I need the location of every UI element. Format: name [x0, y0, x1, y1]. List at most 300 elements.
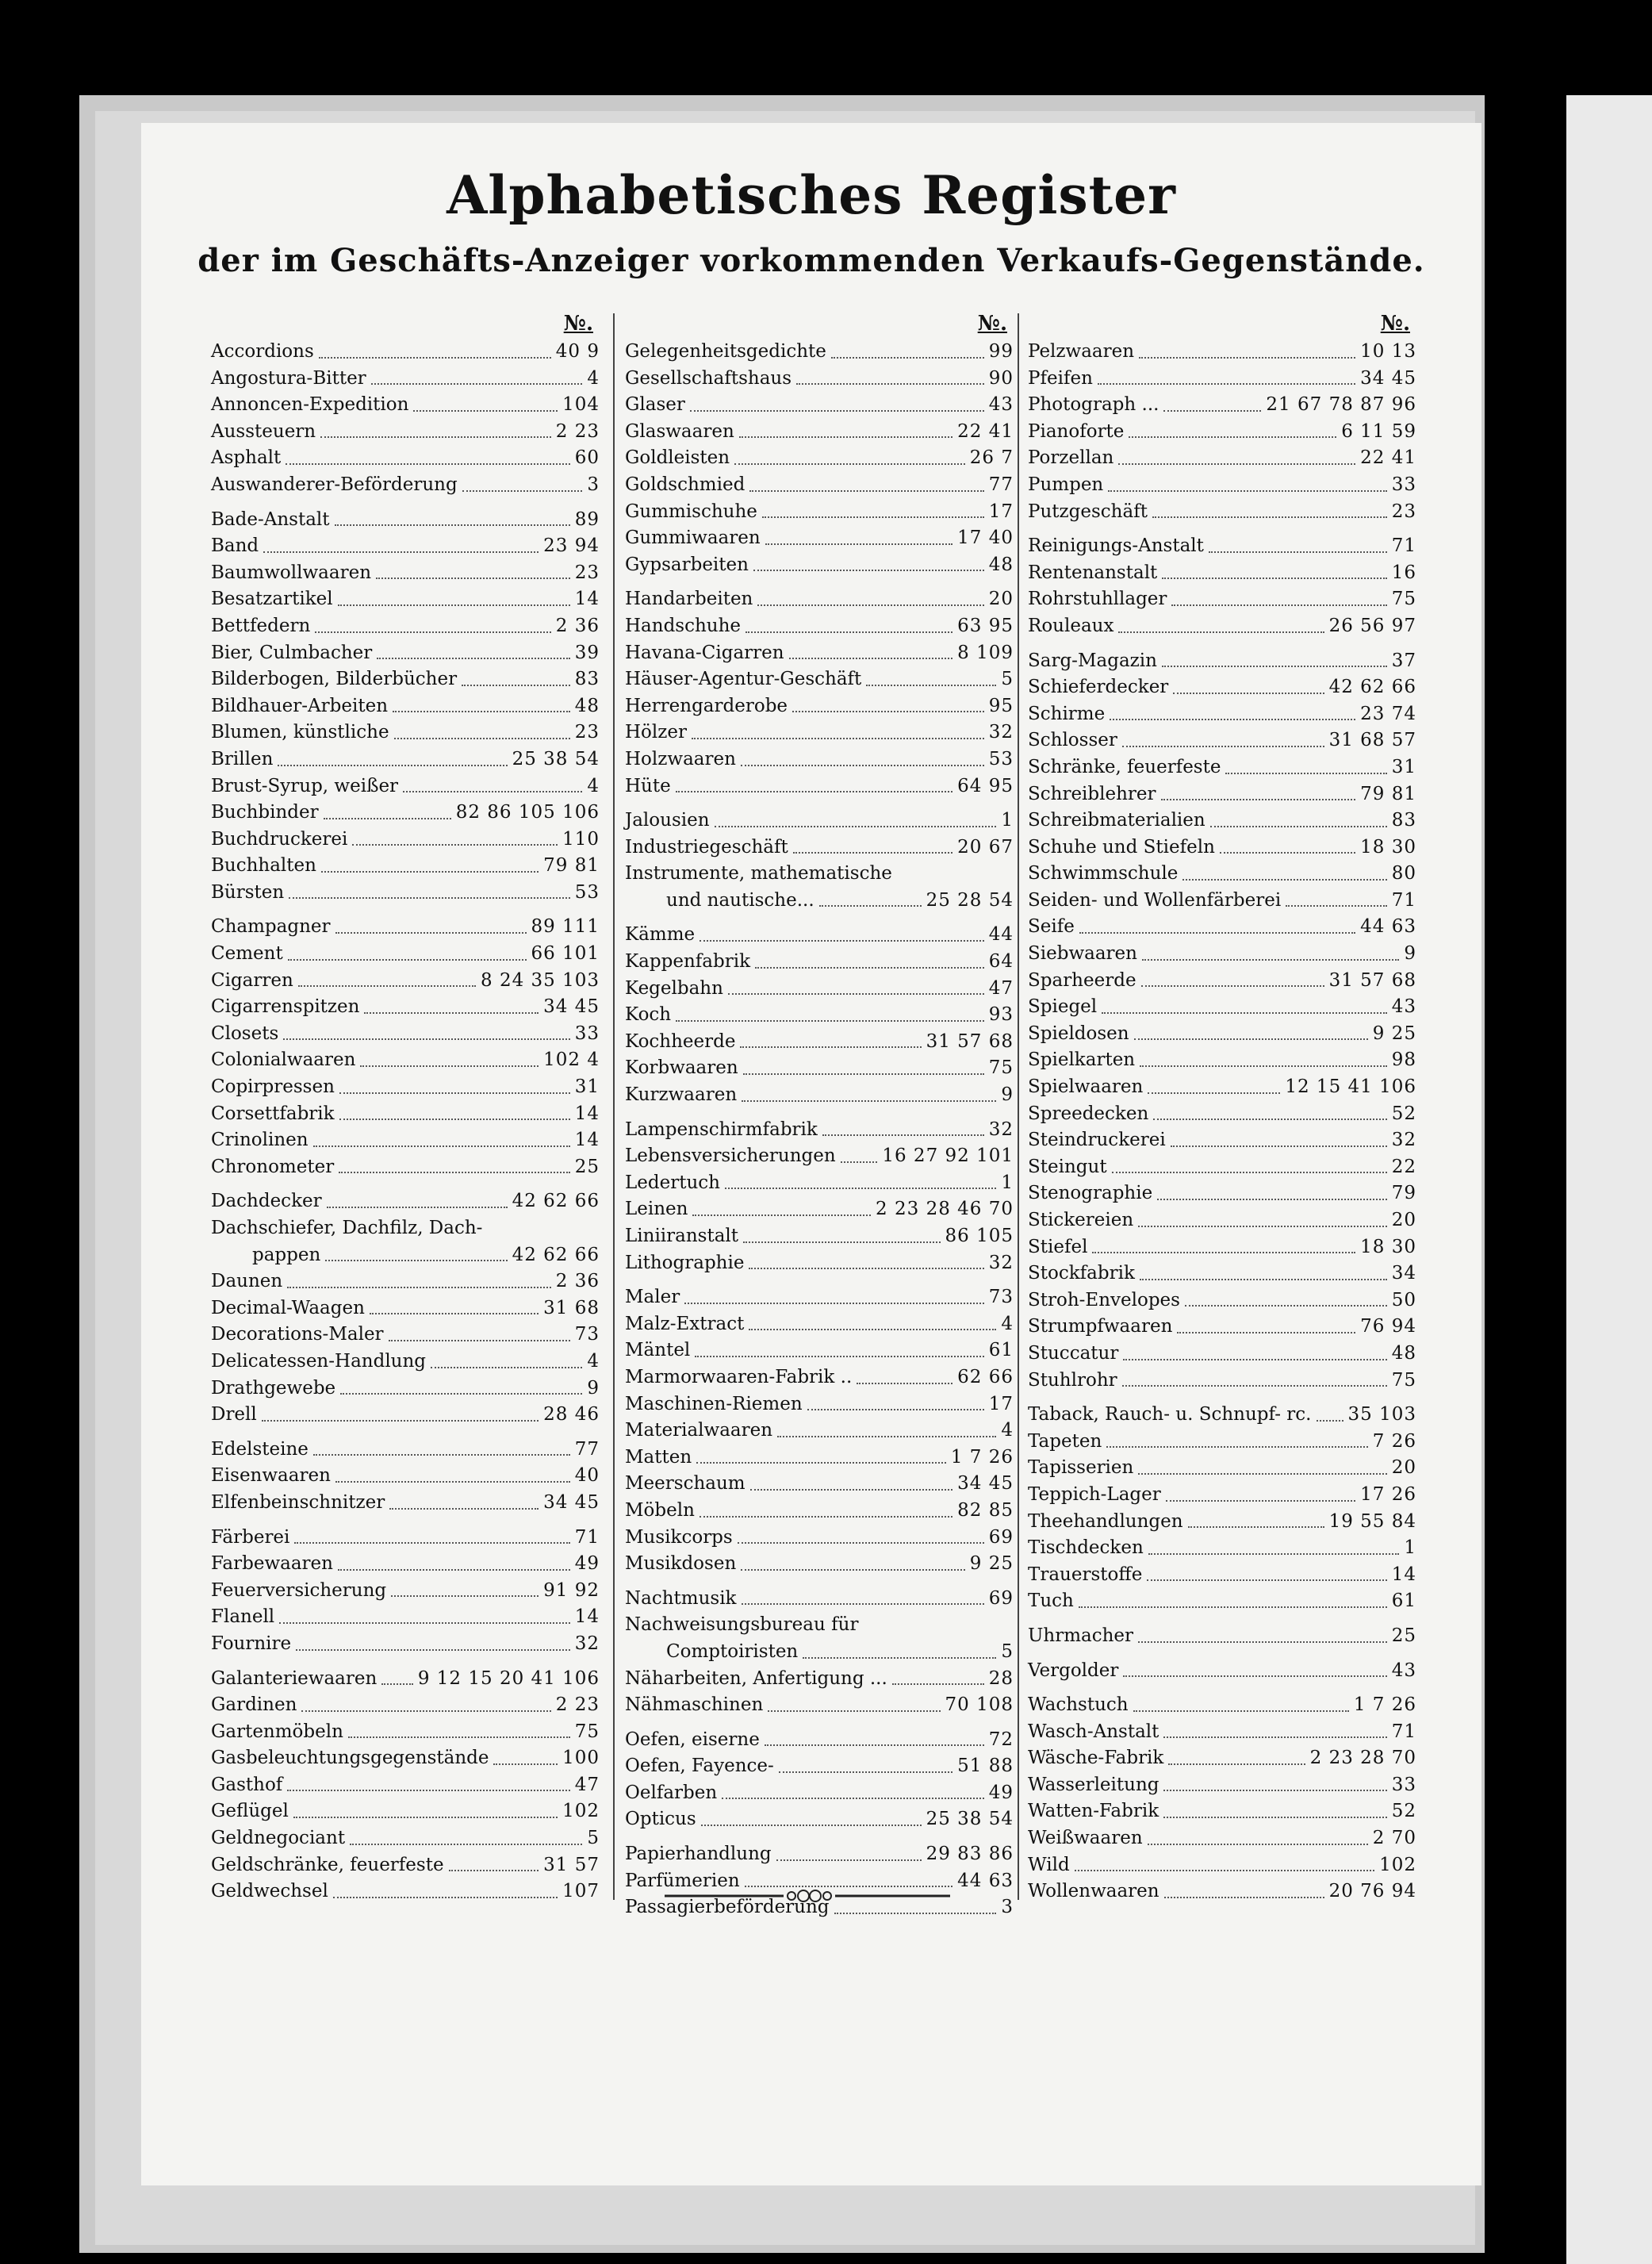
entry-label: Feuerversicherung — [211, 1579, 387, 1601]
register-entry — [1028, 808, 1416, 835]
dot-leader — [338, 1569, 570, 1571]
entry-label: Aussteuern — [211, 420, 316, 442]
entry-label: Oelfarben — [625, 1782, 718, 1803]
entry-numbers: 31 57 68 — [1328, 969, 1416, 991]
dot-leader — [393, 711, 570, 712]
dot-leader — [263, 551, 539, 553]
register-entry — [625, 1806, 1014, 1833]
register-entry — [211, 1101, 600, 1128]
entry-label: Tuch — [1028, 1591, 1074, 1612]
dot-leader — [278, 765, 507, 766]
dot-leader — [701, 1825, 922, 1826]
entry-numbers: 42 62 66 — [1328, 677, 1416, 698]
entry-label: Decimal-Waagen — [211, 1297, 365, 1318]
dot-leader — [746, 631, 952, 633]
dot-leader — [1163, 1736, 1386, 1738]
entry-label: Buchdruckerei — [211, 828, 348, 850]
register-entry — [625, 949, 1014, 976]
entry-numbers: 25 38 54 — [512, 748, 600, 769]
entry-numbers: 6 11 59 — [1341, 420, 1416, 442]
register-entry — [211, 339, 600, 366]
entry-label: Häuser-Agentur-Geschäft — [625, 669, 862, 690]
entry-numbers: 23 94 — [543, 535, 600, 557]
register-entry — [1028, 533, 1416, 560]
entry-numbers: 82 86 105 106 — [455, 802, 600, 823]
dot-leader — [1182, 879, 1386, 881]
entry-label: Geldschränke, feuerfeste — [211, 1854, 444, 1875]
register-entry — [1028, 754, 1416, 781]
entry-numbers: 20 76 94 — [1328, 1881, 1416, 1902]
entry-numbers: 61 — [1391, 1591, 1416, 1612]
register-entry — [211, 640, 600, 667]
entry-numbers: 79 — [1391, 1183, 1416, 1204]
entry-label: Meerschaum — [625, 1473, 746, 1495]
register-entry — [1028, 861, 1416, 888]
entry-numbers: 75 — [574, 1721, 600, 1742]
entry-numbers: 79 81 — [1360, 783, 1416, 804]
entry-numbers: 73 — [574, 1324, 600, 1345]
entry-numbers: 69 — [988, 1587, 1014, 1609]
entry-numbers: 75 — [988, 1057, 1014, 1079]
entry-label: Reinigungs-Anstalt — [1028, 535, 1204, 557]
dot-leader — [1138, 1226, 1387, 1227]
register-entry — [211, 880, 600, 907]
entry-label: Marmorwaaren-Fabrik .. — [625, 1366, 853, 1387]
dot-leader — [1106, 1446, 1368, 1448]
entry-numbers: 107 — [562, 1881, 600, 1902]
entry-numbers: 4 — [587, 367, 600, 389]
dot-leader — [340, 1393, 582, 1395]
entry-label: Buchhalten — [211, 855, 316, 877]
dot-leader — [1142, 959, 1399, 961]
entry-numbers: 3 — [587, 474, 600, 495]
entry-label: Sarg-Magazin — [1028, 650, 1157, 671]
dot-leader — [734, 463, 965, 465]
register-entry — [211, 1666, 600, 1693]
register-entry — [625, 976, 1014, 1003]
entry-label: Bettfedern — [211, 615, 311, 636]
register-entry — [211, 1074, 600, 1101]
entry-label: Lebensversicherungen — [625, 1145, 836, 1167]
dot-leader — [360, 1065, 539, 1067]
register-entry — [625, 1337, 1014, 1364]
register-entry — [1028, 1314, 1416, 1341]
dot-leader — [1286, 905, 1387, 907]
dot-leader — [741, 765, 984, 766]
entry-label: Steindruckerei — [1028, 1130, 1166, 1151]
entry-numbers: 31 68 57 — [1328, 730, 1416, 751]
dot-leader — [762, 516, 984, 518]
entry-numbers: 39 — [574, 642, 600, 663]
entry-label: Bade-Anstalt — [211, 508, 330, 530]
entry-label: Cigarrenspitzen — [211, 996, 360, 1018]
dot-leader — [807, 1409, 984, 1410]
entry-numbers: 102 — [1379, 1854, 1416, 1875]
register-entry — [1028, 1047, 1416, 1074]
entry-label: Schuhe und Stiefeln — [1028, 836, 1215, 858]
dot-leader — [715, 826, 997, 827]
register-entry — [1028, 968, 1416, 995]
entry-list — [1028, 339, 1416, 1905]
entry-label: Malz-Extract — [625, 1313, 745, 1334]
dot-leader — [749, 1268, 983, 1269]
entry-label: Cement — [211, 943, 283, 965]
register-entry — [1028, 1535, 1416, 1562]
entry-label: Spreedecken — [1028, 1103, 1149, 1124]
register-entry — [211, 1772, 600, 1799]
register-entry — [1028, 1588, 1416, 1615]
entry-label: Gasthof — [211, 1774, 283, 1795]
entry-label: Wasch-Anstalt — [1028, 1721, 1159, 1742]
register-entry — [211, 1349, 600, 1376]
entry-label: Tischdecken — [1028, 1537, 1144, 1559]
register-entry — [211, 800, 600, 827]
dot-leader — [765, 1744, 984, 1746]
entry-numbers: 18 30 — [1360, 1236, 1416, 1257]
register-entry — [625, 773, 1014, 800]
dot-leader — [325, 1260, 507, 1261]
entry-numbers: 62 66 — [957, 1366, 1014, 1387]
entry-label: Färberei — [211, 1526, 290, 1548]
entry-numbers: 23 74 — [1360, 703, 1416, 724]
register-entry — [625, 1639, 1014, 1666]
entry-numbers: 60 — [574, 447, 600, 469]
entry-label: Fournire — [211, 1633, 292, 1654]
dot-leader — [834, 1913, 997, 1914]
entry-numbers: 93 — [988, 1004, 1014, 1026]
register-entry — [211, 392, 600, 419]
entry-label: Materialwaaren — [625, 1420, 773, 1441]
dot-leader — [288, 959, 527, 961]
dot-leader — [1163, 1790, 1386, 1791]
register-entry — [1028, 1127, 1416, 1154]
dot-leader — [1110, 719, 1355, 720]
dot-leader — [1139, 357, 1355, 359]
entry-numbers: 31 57 — [543, 1854, 600, 1875]
entry-numbers: 7 26 — [1372, 1430, 1416, 1452]
dot-leader — [1188, 1526, 1324, 1528]
entry-numbers: 75 — [1391, 1369, 1416, 1391]
dot-leader — [315, 631, 551, 633]
register-entry — [625, 1117, 1014, 1144]
register-entry — [625, 1223, 1014, 1250]
register-entry — [1028, 1692, 1416, 1719]
entry-label: Geldwechsel — [211, 1881, 328, 1902]
entry-numbers: 14 — [574, 1103, 600, 1124]
dot-leader — [1133, 1710, 1349, 1712]
entry-numbers: 86 105 — [945, 1226, 1014, 1246]
dot-leader — [1171, 1145, 1387, 1147]
dot-leader — [1092, 1252, 1355, 1253]
dot-leader — [377, 658, 569, 659]
entry-label: Spiegel — [1028, 996, 1098, 1018]
entry-label: Musikdosen — [625, 1553, 737, 1575]
register-entry — [1028, 419, 1416, 446]
register-entry — [211, 1692, 600, 1719]
register-entry — [1028, 701, 1416, 728]
entry-numbers: 23 — [574, 562, 600, 583]
entry-label: Korbwaaren — [625, 1057, 738, 1079]
dot-leader — [700, 1516, 952, 1518]
entry-numbers: 25 38 54 — [926, 1809, 1014, 1830]
dot-leader — [1148, 1092, 1280, 1094]
entry-label: Wollenwaaren — [1028, 1881, 1159, 1902]
entry-label: Colonialwaaren — [211, 1049, 356, 1071]
register-entry — [211, 419, 600, 446]
entry-numbers: 40 9 — [555, 341, 600, 362]
dot-leader — [294, 1542, 569, 1544]
entry-label: Corsettfabrik — [211, 1103, 335, 1124]
register-column-2 — [625, 312, 1014, 1921]
entry-numbers: 64 95 — [957, 775, 1014, 796]
entry-label: Brust-Syrup, weißer — [211, 775, 399, 796]
entry-numbers: 95 — [988, 695, 1014, 716]
number-heading: №. — [563, 312, 593, 336]
dot-leader — [320, 436, 551, 438]
entry-label: Musikcorps — [625, 1526, 733, 1548]
dot-leader — [339, 1092, 570, 1094]
dot-leader — [684, 1303, 983, 1304]
entry-numbers: 31 68 — [543, 1297, 600, 1318]
dot-leader — [313, 1145, 570, 1147]
entry-label: Geldnegociant — [211, 1828, 346, 1849]
dot-leader — [1108, 490, 1386, 492]
dot-leader — [376, 578, 570, 579]
entry-label: Gasbeleuchtungsgegenstände — [211, 1748, 489, 1769]
dot-leader — [352, 844, 558, 846]
dot-leader — [676, 1020, 984, 1022]
entry-numbers: 33 — [1391, 474, 1416, 495]
dot-leader — [755, 967, 984, 969]
dot-leader — [793, 852, 952, 854]
register-entry — [211, 1376, 600, 1403]
entry-numbers: 71 — [1391, 889, 1416, 911]
dot-leader — [333, 1897, 558, 1898]
entry-numbers: 89 111 — [531, 916, 600, 938]
entry-label: Comptoiristen — [666, 1640, 799, 1662]
entry-label: Gesellschaftshaus — [625, 367, 792, 389]
register-entry — [211, 613, 600, 640]
dot-leader — [1162, 578, 1386, 579]
dot-leader — [741, 1569, 965, 1571]
register-entry — [211, 968, 600, 995]
entry-label: Kegelbahn — [625, 977, 723, 999]
entry-numbers: 102 4 — [543, 1049, 600, 1071]
entry-numbers: 1 7 26 — [1353, 1694, 1416, 1716]
register-entry — [211, 560, 600, 587]
entry-numbers: 17 — [988, 1393, 1014, 1414]
entry-label: Edelsteine — [211, 1438, 309, 1460]
entry-label: Cigarren — [211, 969, 293, 991]
register-entry — [211, 1490, 600, 1517]
entry-numbers: 110 — [562, 828, 600, 850]
entry-label: Pelzwaaren — [1028, 341, 1135, 362]
register-entry — [625, 1143, 1014, 1170]
register-entry — [211, 1322, 600, 1349]
register-entry — [211, 1021, 600, 1048]
entry-numbers: 34 45 — [543, 996, 600, 1018]
dot-leader — [279, 1622, 570, 1624]
register-entry — [625, 1284, 1014, 1311]
entry-label: Kochheerde — [625, 1030, 736, 1052]
entry-numbers: 4 — [1001, 1420, 1014, 1441]
dot-leader — [1168, 1763, 1305, 1765]
entry-label: Trauerstoffe — [1028, 1564, 1143, 1585]
register-entry — [625, 835, 1014, 861]
register-entry — [211, 746, 600, 773]
entry-label: Parfümerien — [625, 1870, 740, 1891]
register-entry — [211, 445, 600, 472]
register-entry — [211, 1242, 600, 1269]
entry-label: Flanell — [211, 1606, 275, 1628]
entry-numbers: 83 — [1391, 810, 1416, 831]
dot-leader — [1166, 1500, 1355, 1502]
entry-numbers: 104 — [562, 394, 600, 416]
register-entry — [211, 1127, 600, 1154]
entry-numbers: 70 108 — [945, 1694, 1014, 1716]
entry-numbers: 42 62 66 — [512, 1191, 600, 1212]
dot-leader — [286, 463, 569, 465]
entry-label: Gelegenheitsgedichte — [625, 341, 826, 362]
entry-numbers: 34 45 — [957, 1473, 1014, 1495]
dot-leader — [1140, 1279, 1387, 1280]
dot-leader — [750, 1489, 953, 1491]
entry-numbers: 83 — [574, 669, 600, 690]
dot-leader — [1118, 631, 1324, 633]
register-entry — [211, 1719, 600, 1746]
entry-label: Instrumente, mathematische — [625, 863, 892, 884]
dot-leader — [1134, 1038, 1368, 1040]
entry-numbers: 16 — [1391, 562, 1416, 583]
register-entry — [1028, 472, 1416, 499]
entry-label: Rohrstuhllager — [1028, 589, 1167, 610]
dot-leader — [313, 1454, 570, 1456]
register-entry — [1028, 648, 1416, 675]
dot-leader — [740, 1046, 921, 1048]
register-entry — [625, 586, 1014, 613]
entry-numbers: 14 — [574, 589, 600, 610]
dot-leader — [822, 1134, 984, 1136]
dot-leader — [449, 1870, 539, 1871]
register-entry — [211, 827, 600, 854]
entry-label: Farbewaaren — [211, 1553, 333, 1575]
register-entry — [1028, 1368, 1416, 1395]
dot-leader — [728, 993, 984, 995]
dot-leader — [335, 932, 527, 934]
entry-label: Maler — [625, 1287, 680, 1308]
dot-leader — [1164, 1897, 1324, 1898]
entry-numbers: 44 63 — [957, 1870, 1014, 1891]
dot-leader — [338, 604, 570, 606]
entry-label: Sparheerde — [1028, 969, 1136, 991]
register-entry — [1028, 1207, 1416, 1234]
entry-label: Näharbeiten, Anfertigung ... — [625, 1667, 887, 1689]
register-entry — [1028, 914, 1416, 941]
entry-numbers: 31 57 68 — [926, 1030, 1014, 1052]
register-entry — [625, 419, 1014, 446]
entry-numbers: 47 — [574, 1774, 600, 1795]
entry-numbers: 25 — [574, 1156, 600, 1177]
dot-leader — [777, 1436, 996, 1437]
dot-leader — [857, 1383, 952, 1384]
entry-numbers: 2 36 — [555, 1271, 600, 1292]
entry-label: Gypsarbeiten — [625, 554, 749, 575]
entry-numbers: 99 — [988, 341, 1014, 362]
entry-label: Closets — [211, 1023, 279, 1044]
register-entry — [211, 666, 600, 693]
entry-label: Matten — [625, 1446, 692, 1468]
entry-label: Seiden- und Wollenfärberei — [1028, 889, 1282, 911]
register-entry — [1028, 339, 1416, 366]
register-entry — [625, 1082, 1014, 1109]
register-entry — [625, 1666, 1014, 1693]
register-entry — [211, 1745, 600, 1772]
register-entry — [211, 1525, 600, 1552]
entry-numbers: 64 — [988, 951, 1014, 973]
entry-label: Papierhandlung — [625, 1844, 772, 1865]
entry-label: Stuhlrohr — [1028, 1369, 1117, 1391]
entry-numbers: 23 — [574, 722, 600, 743]
entry-label: pappen — [252, 1244, 321, 1265]
entry-label: Champagner — [211, 916, 331, 938]
entry-numbers: 73 — [988, 1287, 1014, 1308]
entry-label: Annoncen-Expedition — [211, 394, 409, 416]
entry-label: Spieldosen — [1028, 1023, 1129, 1044]
entry-label: Kurzwaaren — [625, 1084, 738, 1106]
dot-leader — [324, 818, 451, 819]
entry-label: Spielwaaren — [1028, 1076, 1144, 1098]
dot-leader — [289, 897, 570, 899]
entry-numbers: 75 — [1391, 589, 1416, 610]
entry-label: Taback, Rauch- u. Schnupf- rc. — [1028, 1404, 1312, 1426]
dot-leader — [287, 1790, 569, 1791]
dot-leader — [389, 1508, 539, 1510]
entry-numbers: 3 — [1001, 1897, 1014, 1918]
dot-leader — [1138, 1473, 1386, 1475]
entry-numbers: 2 23 28 46 70 — [876, 1199, 1014, 1220]
register-entry — [211, 693, 600, 720]
entry-numbers: 98 — [1391, 1049, 1416, 1071]
entry-numbers: 34 45 — [543, 1491, 600, 1513]
entry-numbers: 9 — [1404, 943, 1416, 965]
entry-numbers: 42 62 66 — [512, 1244, 600, 1265]
entry-numbers: 44 63 — [1360, 916, 1416, 938]
entry-numbers: 1 7 26 — [950, 1446, 1014, 1468]
dot-leader — [753, 570, 984, 571]
register-entry — [1028, 1402, 1416, 1429]
entry-numbers: 32 — [574, 1633, 600, 1654]
dot-leader — [1157, 1199, 1387, 1200]
register-entry — [211, 1437, 600, 1464]
entry-label: Weißwaaren — [1028, 1828, 1143, 1849]
register-entry — [625, 366, 1014, 393]
entry-label: Opticus — [625, 1809, 696, 1830]
dot-leader — [789, 658, 953, 659]
register-entry — [625, 922, 1014, 949]
dot-leader — [1210, 826, 1387, 827]
dot-leader — [841, 1161, 878, 1163]
entry-label: Mäntel — [625, 1340, 691, 1361]
entry-numbers: 8 109 — [957, 642, 1014, 663]
entry-label: Schieferdecker — [1028, 677, 1169, 698]
entry-label: Glaswaaren — [625, 420, 734, 442]
dot-leader — [779, 1771, 952, 1773]
dot-leader — [321, 871, 539, 873]
dot-leader — [493, 1763, 558, 1765]
register-entry — [211, 366, 600, 393]
register-entry — [1028, 674, 1416, 701]
dot-leader — [1153, 1119, 1386, 1120]
